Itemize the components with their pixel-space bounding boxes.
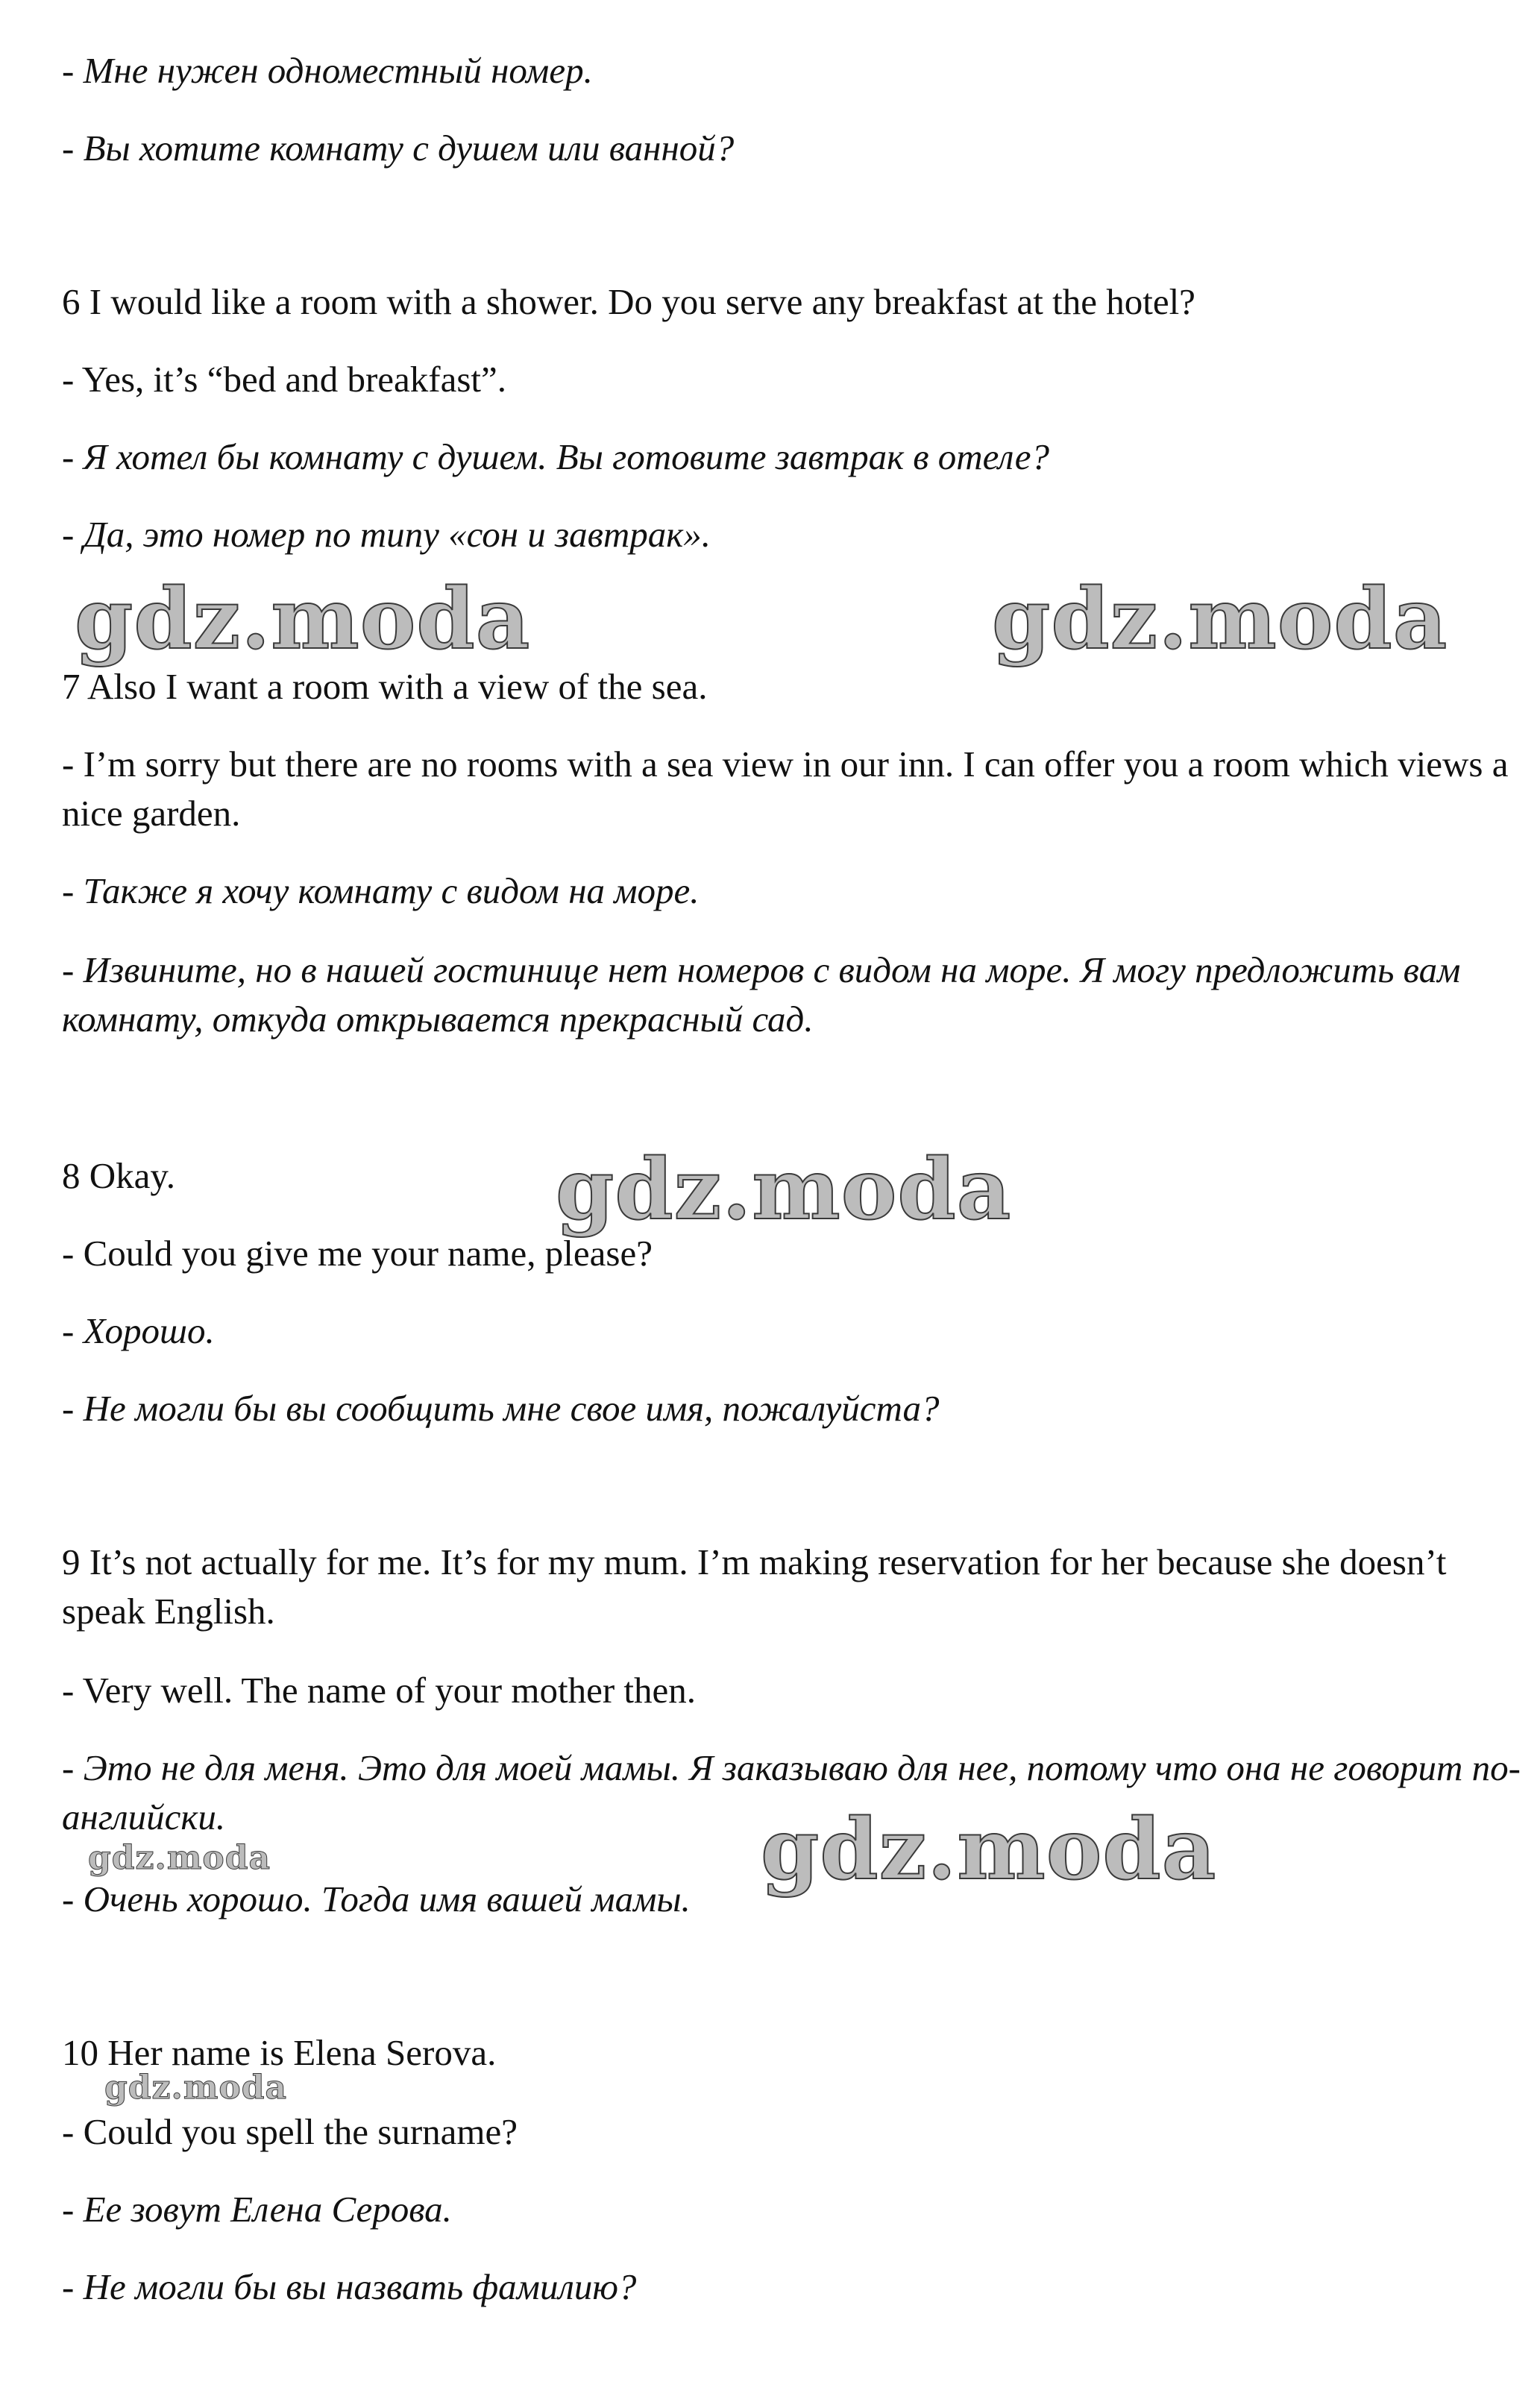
text-line: - Very well. The name of your mother then. xyxy=(62,1670,697,1711)
text-line: 6 I would like a room with a shower. Do you serve any breakfast at the hotel? xyxy=(62,281,1195,322)
watermark-logo: gdz.moda xyxy=(104,2069,288,2107)
text-line: - Вы хотите комнату с душем или ванной? xyxy=(62,128,735,169)
text-line: - Да, это номер по типу «сон и завтрак». xyxy=(62,514,711,555)
text-line: - Could you spell the surname? xyxy=(62,2111,518,2152)
text-line: - Также я хочу комнату с видом на море. xyxy=(62,870,700,911)
watermark-logo: gdz.moda xyxy=(88,1839,271,1877)
text-line: - Хорошо. xyxy=(62,1310,215,1351)
text-line: 8 Okay. xyxy=(62,1155,175,1196)
text-line: 9 It’s not actually for me. It’s for my mum. I’m making reservation for her because she doesn’t speak English. xyxy=(62,1541,1447,1632)
text-line: - Очень хорошо. Тогда имя вашей мамы. xyxy=(62,1878,691,1919)
watermark-logo: gdz.moda xyxy=(75,570,531,668)
watermark-logo: gdz.moda xyxy=(556,1141,1012,1239)
text-line: 10 Her name is Elena Serova. xyxy=(62,2032,497,2073)
text-line: - Это не для меня. Это для моей мамы. Я заказываю для нее, потому что она не говорит по-английски. xyxy=(62,1747,1521,1837)
text-line: - Yes, it’s “bed and breakfast”. xyxy=(62,359,507,400)
text-line: - Извините, но в нашей гостинице нет номеров с видом на море. Я могу предложить вам комнату, откуда открывается прекрасный сад. xyxy=(62,949,1461,1040)
text-line: - Could you give me your name, please? xyxy=(62,1233,653,1274)
text-line: - Мне нужен одноместный номер. xyxy=(62,50,593,91)
text-line: 7 Also I want a room with a view of the sea. xyxy=(62,666,708,707)
text-line: - Не могли бы вы назвать фамилию? xyxy=(62,2266,637,2307)
text-line: - Не могли бы вы сообщить мне свое имя, пожалуйста? xyxy=(62,1388,940,1429)
text-line: - Ее зовут Елена Серова. xyxy=(62,2189,452,2230)
text-line: - Я хотел бы комнату с душем. Вы готовите завтрак в отеле? xyxy=(62,436,1050,477)
watermark-logo: gdz.moda xyxy=(992,570,1448,668)
watermark-logo: gdz.moda xyxy=(761,1801,1217,1899)
text-line: - I’m sorry but there are no rooms with a sea view in our inn. I can offer you a room which views a nice garden. xyxy=(62,743,1509,834)
